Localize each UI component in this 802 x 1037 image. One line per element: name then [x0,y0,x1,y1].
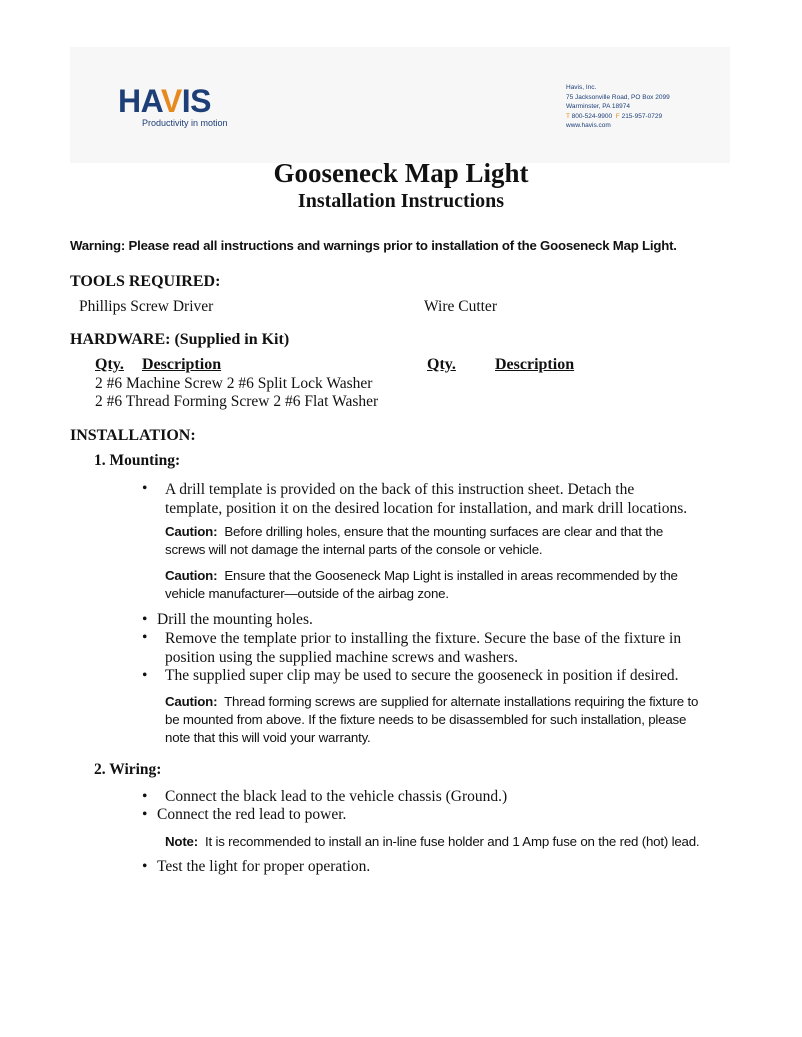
hardware-col-desc: Description [495,356,575,373]
letterhead [70,47,730,163]
tools-heading: TOOLS REQUIRED: [70,273,221,290]
warning-text: Warning: Please read all instructions and warnings prior to installation of the Gooseneck Map Light. [70,238,677,253]
hardware-heading: HARDWARE: (Supplied in Kit) [70,331,290,348]
company-website[interactable]: www.havis.com [566,122,611,129]
hardware-col-desc: Description [142,356,222,373]
caution-note: Caution: Thread forming screws are supplied for alternate installations requiring the fixture to be mounted from above. If the fixture needs to be disassembled for such installation, please note that this will void your warranty. [165,694,699,745]
company-city: Warminster, PA 18974 [566,103,630,110]
document-title: Gooseneck Map Light [273,158,529,188]
hardware-row: 2 #6 Machine Screw 2 #6 Split Lock Washer [95,375,373,392]
step-mounting-title: 1. Mounting: [94,452,181,469]
tool-item: Wire Cutter [424,298,497,315]
company-name: Havis, Inc. [566,84,597,91]
company-address-block [566,83,670,131]
tool-item: Phillips Screw Driver [79,298,214,315]
havis-logo [118,85,228,128]
document-subtitle: Installation Instructions [297,190,505,212]
company-phone-fax: T 800-524-9900 F 215-957-0729 [566,112,663,120]
caution-note: Caution: Before drilling holes, ensure that the mounting surfaces are clear and that the screws will not damage the internal parts of the console or vehicle. [165,524,664,557]
note-text: Note: It is recommended to install an in-line fuse holder and 1 Amp fuse on the red (hot) lead. [165,834,700,849]
step-wiring-title: 2. Wiring: [94,761,162,778]
hardware-col-qty: Qty. [95,356,124,373]
logo-tagline: Productivity in motion [142,118,228,128]
hardware-row: 2 #6 Thread Forming Screw 2 #6 Flat Washer [95,393,379,410]
company-street: 75 Jacksonville Road, PO Box 2099 [566,93,670,101]
logo-wordmark: HAVIS [118,83,211,119]
caution-note: Caution: Ensure that the Gooseneck Map Light is installed in areas recommended by the vehicle manufacturer—outside of the airbag zone. [165,568,678,601]
hardware-col-qty: Qty. [427,356,456,373]
installation-heading: INSTALLATION: [70,427,196,444]
